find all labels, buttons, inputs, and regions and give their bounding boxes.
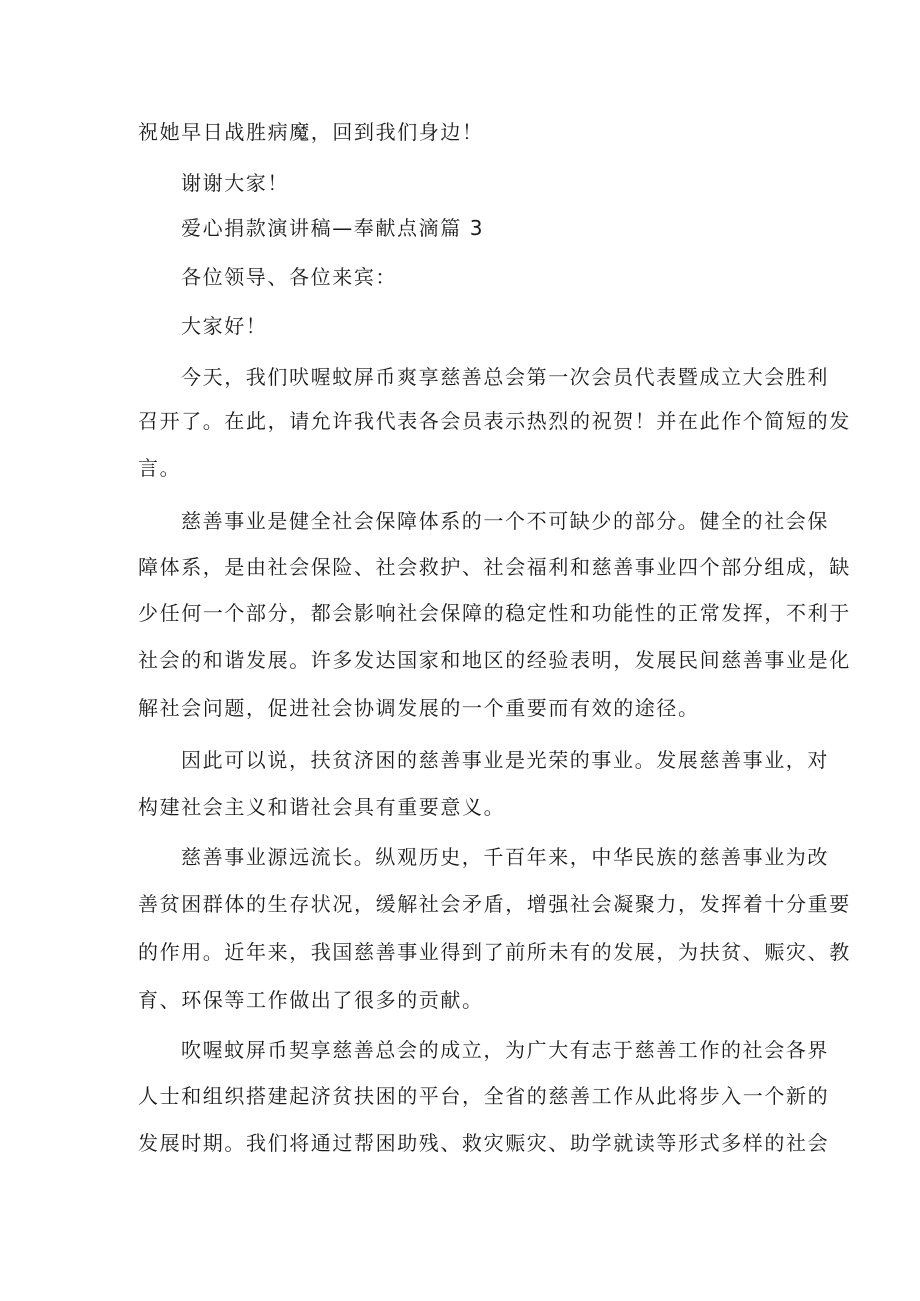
text-line-closing-wish: 祝她早日战胜病魔，回到我们身边！ <box>138 120 484 144</box>
paragraph-4-line-2: 善贫困群体的生存状况，缓解社会矛盾，增强社会凝聚力，发挥着十分重要 <box>138 892 851 916</box>
text-line-greeting: 大家好！ <box>181 314 268 338</box>
paragraph-3-line-1: 因此可以说，扶贫济困的慈善事业是光荣的事业。发展慈善事业，对 <box>181 748 829 772</box>
paragraph-2-line-4: 社会的和谐发展。许多发达国家和地区的经验表明，发展民间慈善事业是化 <box>138 648 851 672</box>
paragraph-2-line-2: 障体系，是由社会保险、社会救护、社会福利和慈善事业四个部分组成，缺 <box>138 555 851 579</box>
paragraph-1-line-3: 言。 <box>138 456 182 480</box>
paragraph-3-line-2: 构建社会主义和谐社会具有重要意义。 <box>138 795 506 819</box>
paragraph-1-line-2: 召开了。在此，请允许我代表各会员表示热烈的祝贺！并在此作个简短的发 <box>138 409 851 433</box>
paragraph-2-line-5: 解社会问题，促进社会协调发展的一个重要而有效的途径。 <box>138 696 700 720</box>
paragraph-5-line-1: 吹喔蚊屏币契享慈善总会的成立，为广大有志于慈善工作的社会各界 <box>181 1038 829 1062</box>
paragraph-4-line-3: 的作用。近年来，我国慈善事业得到了前所未有的发展，为扶贫、赈灾、教 <box>138 940 851 964</box>
paragraph-1-line-1: 今天，我们吠喔蚊屏币爽享慈善总会第一次会员代表暨成立大会胜利 <box>181 365 829 389</box>
text-line-salutation: 各位领导、各位来宾： <box>181 265 397 289</box>
paragraph-5-line-3: 发展时期。我们将通过帮困助残、救灾赈灾、助学就读等形式多样的社会 <box>138 1131 830 1155</box>
paragraph-4-line-1: 慈善事业源远流长。纵观历史，千百年来，中华民族的慈善事业为改 <box>181 845 829 869</box>
text-line-thanks: 谢谢大家！ <box>181 171 289 195</box>
paragraph-2-line-3: 少任何一个部分，都会影响社会保障的稳定性和功能性的正常发挥，不利于 <box>138 601 851 625</box>
paragraph-4-line-4: 育、环保等工作做出了很多的贡献。 <box>138 988 484 1012</box>
paragraph-5-line-2: 人士和组织搭建起济贫扶困的平台，全省的慈善工作从此将步入一个新的 <box>138 1084 830 1108</box>
section-title: 爱心捐款演讲稿—奉献点滴篇 3 <box>181 216 485 240</box>
paragraph-2-line-1: 慈善事业是健全社会保障体系的一个不可缺少的部分。健全的社会保 <box>181 509 829 533</box>
